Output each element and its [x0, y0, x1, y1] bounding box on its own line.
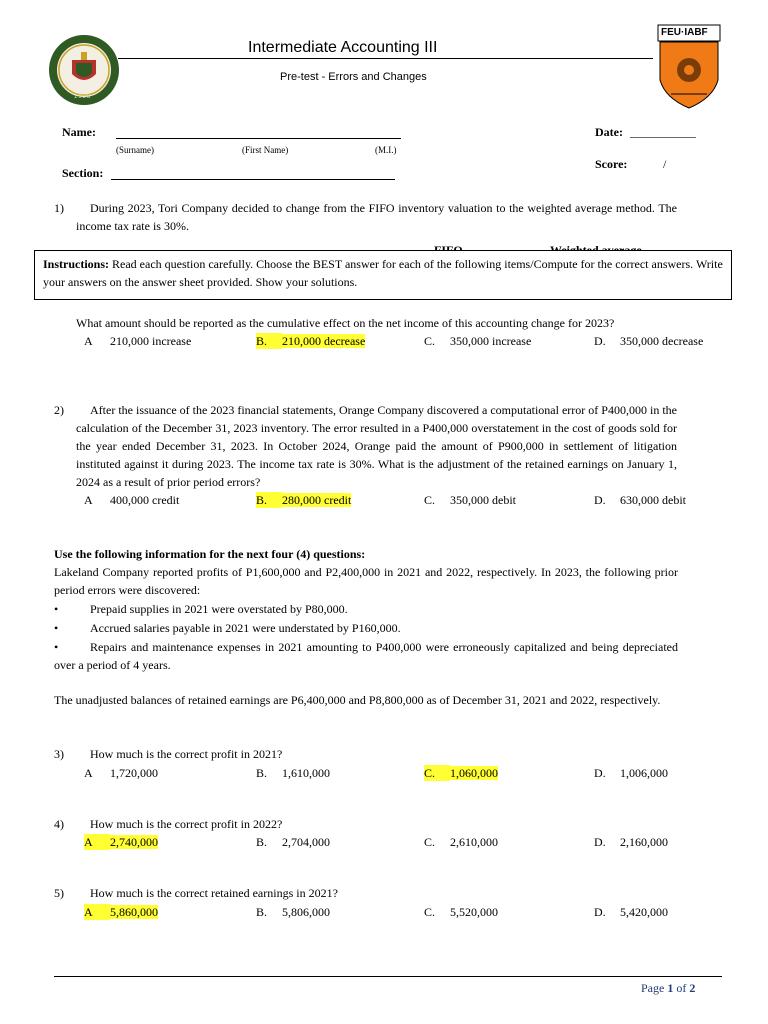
q2-number: 2): [54, 403, 64, 417]
bullet-icon: •: [54, 640, 59, 654]
header-rule: [118, 58, 653, 59]
q5-number: 5): [54, 886, 64, 900]
q3-choice-a[interactable]: A 1,720,000: [84, 766, 158, 780]
q2-choice-d[interactable]: D. 630,000 debit: [594, 493, 686, 507]
date-label: Date:: [595, 125, 623, 139]
q4-choice-d[interactable]: D. 2,160,000: [594, 835, 668, 849]
q2-choice-c[interactable]: C. 350,000 debit: [424, 493, 516, 507]
q4-number: 4): [54, 817, 64, 831]
document-title: Intermediate Accounting III: [248, 39, 438, 56]
q3-text: How much is the correct profit in 2021?: [90, 747, 283, 761]
q1-choice-c[interactable]: C. 350,000 increase: [424, 334, 532, 348]
mi-hint: (M.I.): [375, 145, 397, 155]
instructions-label: Instructions:: [43, 257, 110, 271]
q5-text: How much is the correct retained earnings in 2021?: [90, 886, 338, 900]
info-heading: Use the following information for the next four (4) questions:: [54, 547, 366, 561]
section-line[interactable]: [111, 179, 395, 180]
name-line[interactable]: [116, 138, 401, 139]
university-seal: [48, 34, 120, 106]
q5-choice-c[interactable]: C. 5,520,000: [424, 905, 498, 919]
q4-choice-b[interactable]: B. 2,704,000: [256, 835, 330, 849]
q3-choice-d[interactable]: D. 1,006,000: [594, 766, 668, 780]
info-bullet-1: • Prepaid supplies in 2021 were overstated by P80,000.: [54, 602, 348, 616]
score-slash: /: [663, 157, 667, 171]
q5-choice-a[interactable]: A 5,860,000: [84, 905, 158, 919]
q4-choice-c[interactable]: C. 2,610,000: [424, 835, 498, 849]
q3-number: 3): [54, 747, 64, 761]
q4-choice-a[interactable]: A 2,740,000: [84, 835, 158, 849]
q2-text: After the issuance of the 2023 financial statements, Orange Company discovered a computational error of P400,000 in the calculation of the December 31, 2023 inventory. The error resulted in a P400,000 overstatement in the cost of goods sold for the year ended December 31, 2023. In October 2024, Orange paid the amount of P900,000 in settlement of litigation instituted against it during 2023. The income tax rate is 30%. What is the adjustment of the retained earnings on January 1, 2024 as a result of prior period errors?: [76, 403, 677, 489]
q1-number: 1): [54, 201, 64, 215]
info-bullet-2: • Accrued salaries payable in 2021 were understated by P160,000.: [54, 621, 401, 635]
q3-choice-b[interactable]: B. 1,610,000: [256, 766, 330, 780]
bullet-icon: •: [54, 602, 59, 616]
footer-rule: [54, 976, 722, 977]
q2-choice-a[interactable]: A 400,000 credit: [84, 493, 180, 507]
firstname-hint: (First Name): [242, 145, 289, 155]
page-label: Page: [641, 981, 665, 995]
info-unadjusted: The unadjusted balances of retained earnings are P6,400,000 and P8,800,000 as of December 31, 2021 and 2022, respectively.: [54, 693, 661, 707]
name-label: Name:: [62, 125, 96, 139]
q3-choice-c[interactable]: C. 1,060,000: [424, 766, 498, 780]
q2-choice-b[interactable]: B. 280,000 credit: [256, 493, 352, 507]
q5-choice-b[interactable]: B. 5,806,000: [256, 905, 330, 919]
q4-text: How much is the correct profit in 2022?: [90, 817, 283, 831]
section-label: Section:: [62, 166, 104, 180]
date-line[interactable]: ___________: [630, 125, 696, 139]
q1-choice-a[interactable]: A 210,000 increase: [84, 334, 192, 348]
instructions-box: [34, 250, 732, 300]
q1-choice-d[interactable]: D. 350,000 decrease: [594, 334, 704, 348]
info-intro: Lakeland Company reported profits of P1,600,000 and P2,400,000 in 2021 and 2022, respectively. In 2023, the following prior period errors were discovered:: [54, 565, 678, 597]
page-number: 1: [667, 981, 674, 995]
page-total: 2: [689, 981, 696, 995]
surname-hint: (Surname): [116, 145, 154, 155]
q1-text: During 2023, Tori Company decided to change from the FIFO inventory valuation to the weighted average method. The income tax rate is 30%.: [76, 201, 677, 233]
score-label: Score:: [595, 157, 628, 171]
q1-question: What amount should be reported as the cumulative effect on the net income of this accounting change for 2023?: [76, 316, 615, 330]
of-label: of: [676, 981, 687, 995]
crest-label: FEU·IABF: [661, 27, 708, 38]
feu-iabf-crest: [657, 24, 721, 110]
document-subtitle: Pre-test - Errors and Changes: [280, 71, 427, 83]
instructions-text: Read each question carefully. Choose the BEST answer for each of the following items/Compute for the correct answers. Write your answers on the answer sheet provided. Show your solutions.: [43, 257, 723, 289]
seal-year: 1928: [74, 94, 92, 100]
info-bullet-3: • Repairs and maintenance expenses in 2021 amounting to P400,000 were erroneously capitalized and being depreciated over a period of 4 years.: [54, 640, 678, 672]
page-indicator: [641, 981, 695, 996]
bullet-icon: •: [54, 621, 59, 635]
q1-choice-b[interactable]: B. 210,000 decrease: [256, 334, 366, 348]
q5-choice-d[interactable]: D. 5,420,000: [594, 905, 668, 919]
